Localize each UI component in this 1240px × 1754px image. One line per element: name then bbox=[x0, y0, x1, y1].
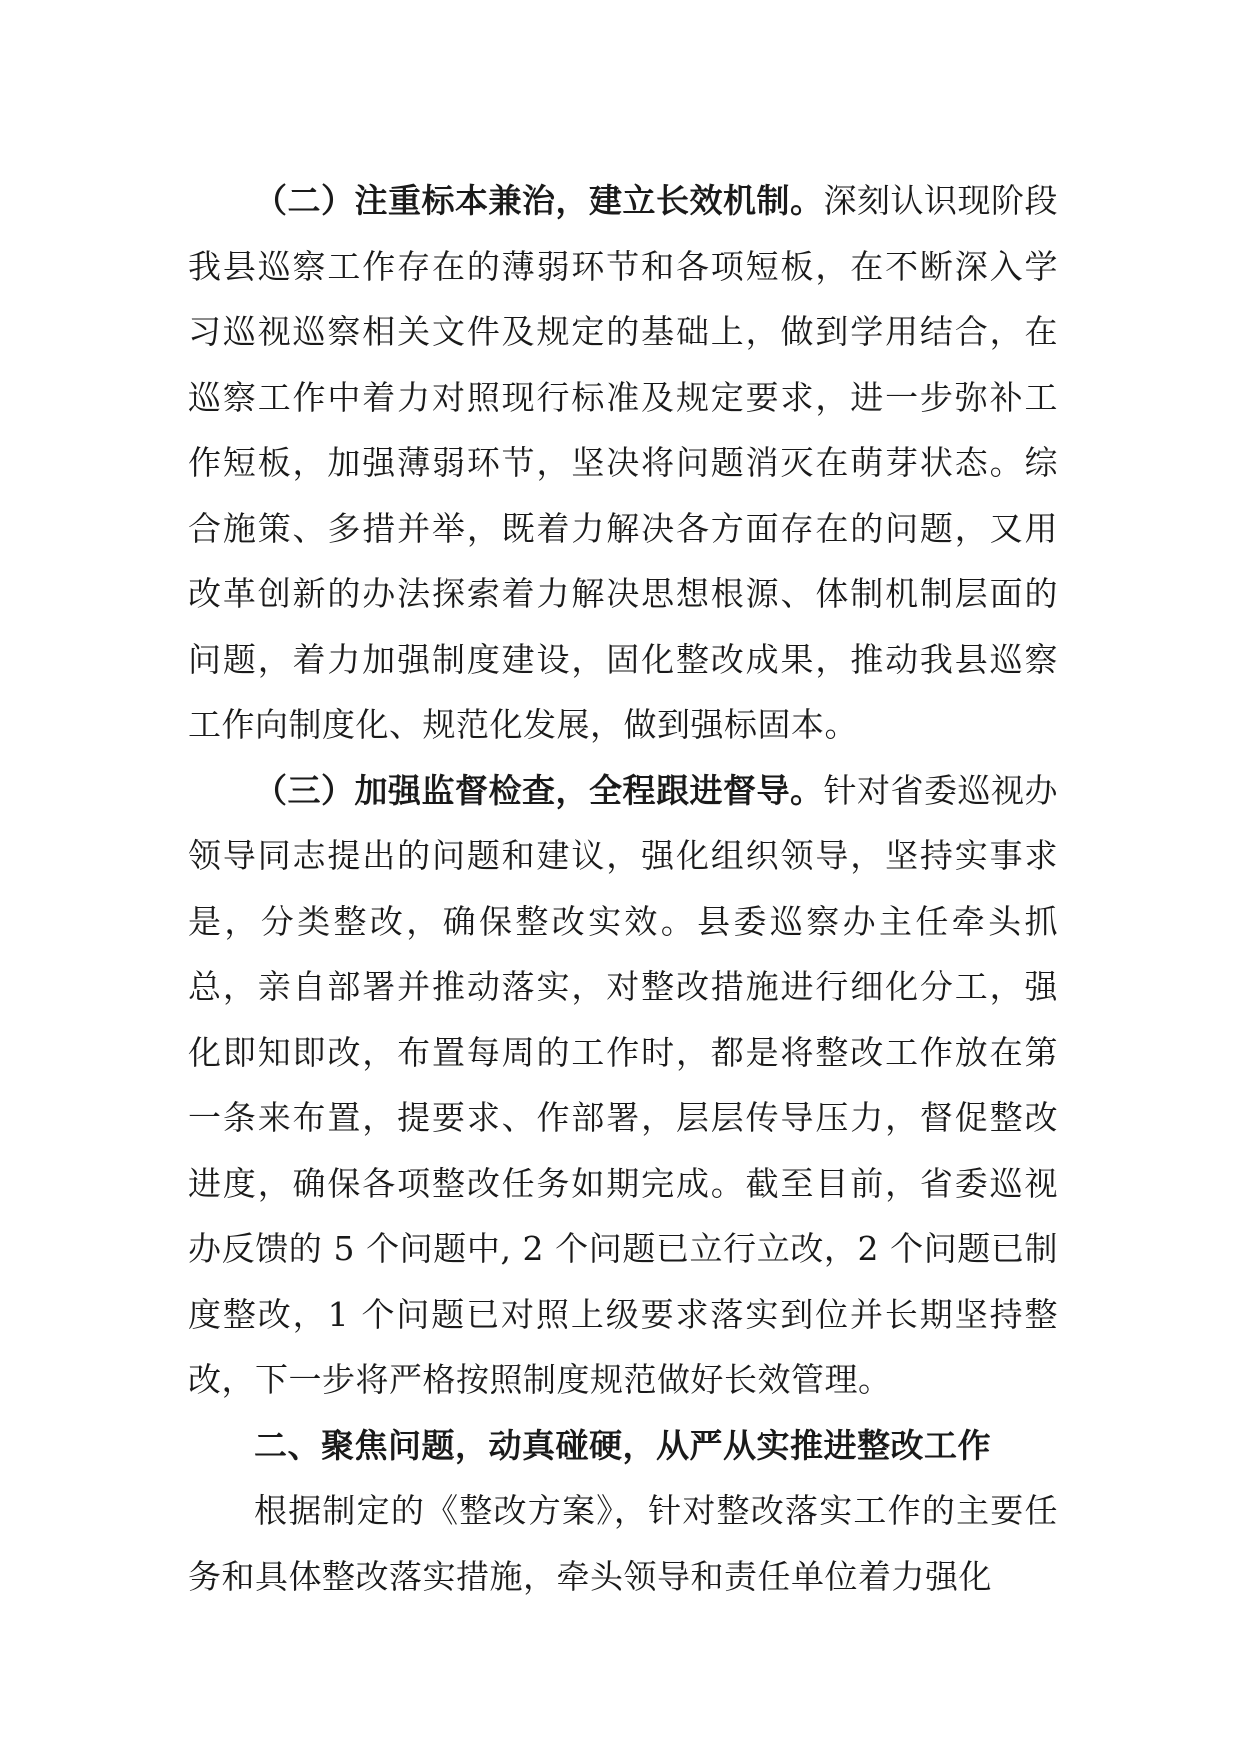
paragraph-section-2 bbox=[188, 168, 1058, 758]
heading-part-2: 二、聚焦问题，动真碰硬，从严从实推进整改工作 bbox=[254, 1425, 991, 1465]
section-2-body: 深刻认识现阶段我县巡察工作存在的薄弱环节和各项短板，在不断深入学习巡视巡察相关文件及规定的基础上，做到学用结合，在巡察工作中着力对照现行标准及规定要求，进一步弥补工作短板，加强薄弱环节，坚决将问题消灭在萌芽状态。综合施策、多措并举，既着力解决各方面存在的问题，又用改革创新的办法探索着力解决思想根源、体制机制层面的问题，着力加强制度建设，固化整改成果，推动我县巡察工作向制度化、规范化发展，做到强标固本。 bbox=[188, 181, 1058, 744]
paragraph-section-3 bbox=[188, 758, 1058, 1413]
paragraph-closing: 根据制定的《整改方案》，针对整改落实工作的主要任务和具体整改落实措施，牵头领导和责任单位着力强化 bbox=[188, 1491, 1058, 1596]
body-text bbox=[188, 168, 1058, 1609]
section-3-body: 针对省委巡视办领导同志提出的问题和建议，强化组织领导，坚持实事求是，分类整改，确保整改实效。县委巡察办主任牵头抓总，亲自部署并推动落实，对整改措施进行细化分工，强化即知即改，布置每周的工作时，都是将整改工作放在第一条来布置，提要求、作部署，层层传导压力，督促整改进度，确保各项整改任务如期完成。截至目前，省委巡视办反馈的 5 个问题中, 2 个问题已立行立改，2 个问题已制度整改，1 个问题已对照上级要求落实到位并长期坚持整改，下一步将严格按照制度规范做好长效管理。 bbox=[188, 770, 1058, 1399]
section-2-lead: （二）注重标本兼治，建立长效机制。 bbox=[254, 181, 824, 220]
section-3-lead: （三）加强监督检查，全程跟进督导。 bbox=[254, 770, 824, 810]
